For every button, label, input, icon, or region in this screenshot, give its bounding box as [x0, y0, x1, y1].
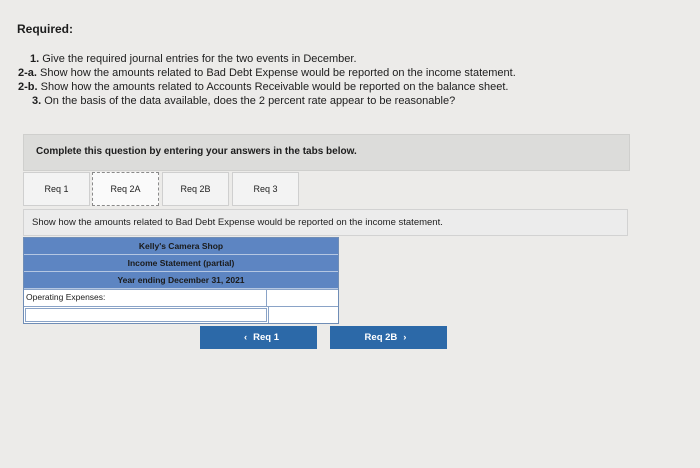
- requirement-item: [18, 80, 516, 94]
- tab-req-1[interactable]: Req 1: [23, 172, 90, 206]
- required-heading: Required:: [17, 22, 74, 36]
- chevron-left-icon: ‹: [243, 332, 248, 343]
- requirement-number: 3.: [32, 95, 42, 107]
- next-req-button[interactable]: [330, 326, 447, 349]
- instructions-text: Complete this question by entering your answers in the tabs below.: [36, 146, 357, 157]
- tab-req-2b[interactable]: Req 2B: [162, 172, 229, 206]
- operating-expenses-amount-cell[interactable]: [266, 290, 338, 306]
- requirement-item: [18, 66, 516, 80]
- prev-req-button[interactable]: [200, 326, 317, 349]
- table-row: [24, 306, 338, 323]
- tab-req-3[interactable]: Req 3: [232, 172, 299, 206]
- expense-amount-input[interactable]: [268, 307, 338, 323]
- requirements-list: [18, 52, 516, 108]
- instructions-bar: [23, 134, 630, 171]
- question-prompt: Show how the amounts related to Bad Debt Expense would be reported on the income statement.: [32, 217, 443, 228]
- chevron-right-icon: ›: [403, 332, 407, 343]
- expense-account-input[interactable]: [25, 308, 267, 322]
- statement-title: Income Statement (partial): [24, 255, 338, 272]
- income-statement-table: [23, 237, 339, 324]
- prev-req-label: Req 1: [253, 332, 280, 343]
- statement-period: Year ending December 31, 2021: [24, 272, 338, 289]
- requirement-item: [18, 94, 516, 108]
- company-name: Kelly's Camera Shop: [24, 238, 338, 255]
- operating-expenses-label: Operating Expenses:: [26, 292, 106, 302]
- requirement-text: On the basis of the data available, does the 2 percent rate appear to be reasonable?: [44, 95, 456, 107]
- table-row: [24, 289, 338, 306]
- requirement-number: 2-b.: [18, 81, 38, 93]
- requirement-text: Show how the amounts related to Bad Debt Expense would be reported on the income statement.: [40, 67, 516, 79]
- requirement-number: 2-a.: [18, 67, 37, 79]
- question-prompt-bar: [23, 209, 628, 236]
- requirement-item: [18, 52, 516, 66]
- requirement-text: Show how the amounts related to Accounts Receivable would be reported on the balance sheet.: [40, 81, 509, 93]
- requirement-text: Give the required journal entries for the two events in December.: [42, 53, 357, 65]
- requirement-number: 1.: [30, 53, 40, 65]
- next-req-label: Req 2B: [364, 332, 398, 343]
- tab-req-2a[interactable]: Req 2A: [92, 172, 159, 206]
